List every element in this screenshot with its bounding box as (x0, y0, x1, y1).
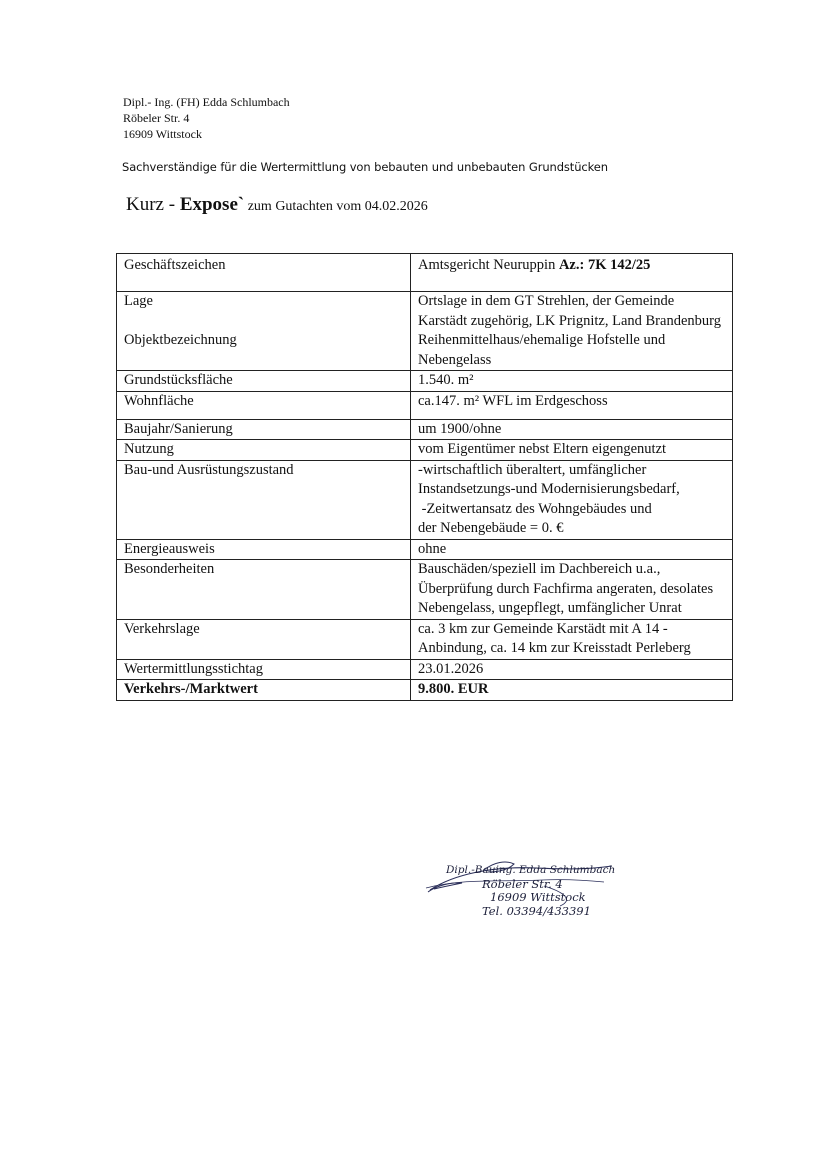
row-label: Besonderheiten (117, 560, 411, 620)
case-number: Az.: 7K 142/25 (558, 257, 651, 273)
row-label: Wohnfläche (117, 391, 411, 419)
row-value: Ortslage in dem GT Strehlen, der Gemeinde Karstädt zugehörig, LK Prignitz, Land Brandenburg (411, 292, 733, 332)
condition-line: -wirtschaftlich überaltert, umfänglicher (418, 461, 647, 478)
table-row (117, 391, 733, 419)
row-label: Verkehrslage (117, 619, 411, 659)
row-value: ca. 3 km zur Gemeinde Karstädt mit A 14 - Anbindung, ca. 14 km zur Kreisstadt Perleberg (411, 619, 733, 659)
sender-street: Röbeler Str. 4 (123, 111, 190, 125)
sender-city: 16909 Wittstock (123, 127, 202, 141)
table-row (117, 659, 733, 680)
court-name: Amtsgericht Neuruppin (418, 257, 559, 273)
row-value: 23.01.2026 (411, 659, 733, 680)
condition-line: Instandsetzungs-und Modernisierungsbedarf, (418, 481, 680, 497)
row-value: vom Eigentümer nebst Eltern eigengenutzt (411, 440, 733, 461)
row-label: Energieausweis (117, 539, 411, 560)
title-suffix: zum Gutachten vom 04.02.2026 (244, 199, 428, 214)
title-expose: Expose` (179, 194, 245, 215)
title-prefix: Kurz - (126, 194, 180, 215)
row-label: Wertermittlungsstichtag (117, 659, 411, 680)
expose-table (116, 253, 733, 701)
sender-address (123, 94, 290, 142)
document-title (126, 194, 428, 216)
row-label: Objektbezeichnung (117, 331, 411, 371)
row-label: Verkehrs-/Marktwert (117, 680, 411, 701)
row-value: ohne (411, 539, 733, 560)
condition-line: -Zeitwertansatz des Wohngebäudes und (418, 500, 652, 517)
table-row (117, 460, 733, 539)
row-value (411, 460, 733, 539)
table-row (117, 560, 733, 620)
row-value: 1.540. m² (411, 371, 733, 392)
row-value: 9.800. EUR (411, 680, 733, 701)
row-label: Grundstücksfläche (117, 371, 411, 392)
table-row (117, 331, 733, 371)
sender-name: Dipl.- Ing. (FH) Edda Schlumbach (123, 95, 290, 109)
table-row (117, 680, 733, 701)
profession-line: Sachverständige für die Wertermittlung von bebauten und unbebauten Grundstücken (122, 160, 608, 174)
signature-stamp (424, 856, 634, 926)
table-row (117, 440, 733, 461)
stamp-city: 16909 Wittstock (490, 890, 586, 904)
stamp-phone: Tel. 03394/433391 (482, 904, 591, 918)
row-value: um 1900/ohne (411, 419, 733, 440)
table-row (117, 539, 733, 560)
row-label: Lage (117, 292, 411, 332)
table-row (117, 371, 733, 392)
row-value (411, 254, 733, 292)
row-label: Nutzung (117, 440, 411, 461)
row-label: Geschäftszeichen (117, 254, 411, 292)
row-label: Baujahr/Sanierung (117, 419, 411, 440)
row-value: ca.147. m² WFL im Erdgeschoss (411, 391, 733, 419)
row-value: Reihenmittelhaus/ehemalige Hofstelle und Nebengelass (411, 331, 733, 371)
table-row (117, 419, 733, 440)
table-row (117, 254, 733, 292)
row-value: Bauschäden/speziell im Dachbereich u.a., Überprüfung durch Fachfirma angeraten, desolates Nebengelass, ungepflegt, umfänglicher Unrat (411, 560, 733, 620)
row-label: Bau-und Ausrüstungszustand (117, 460, 411, 539)
condition-line: der Nebengebäude = 0. € (418, 520, 564, 536)
stamp-name: Dipl.-Bauing. Edda Schlumbach (446, 864, 616, 876)
table-row (117, 619, 733, 659)
stamp-street: Röbeler Str. 4 (482, 877, 563, 891)
table-row (117, 292, 733, 332)
